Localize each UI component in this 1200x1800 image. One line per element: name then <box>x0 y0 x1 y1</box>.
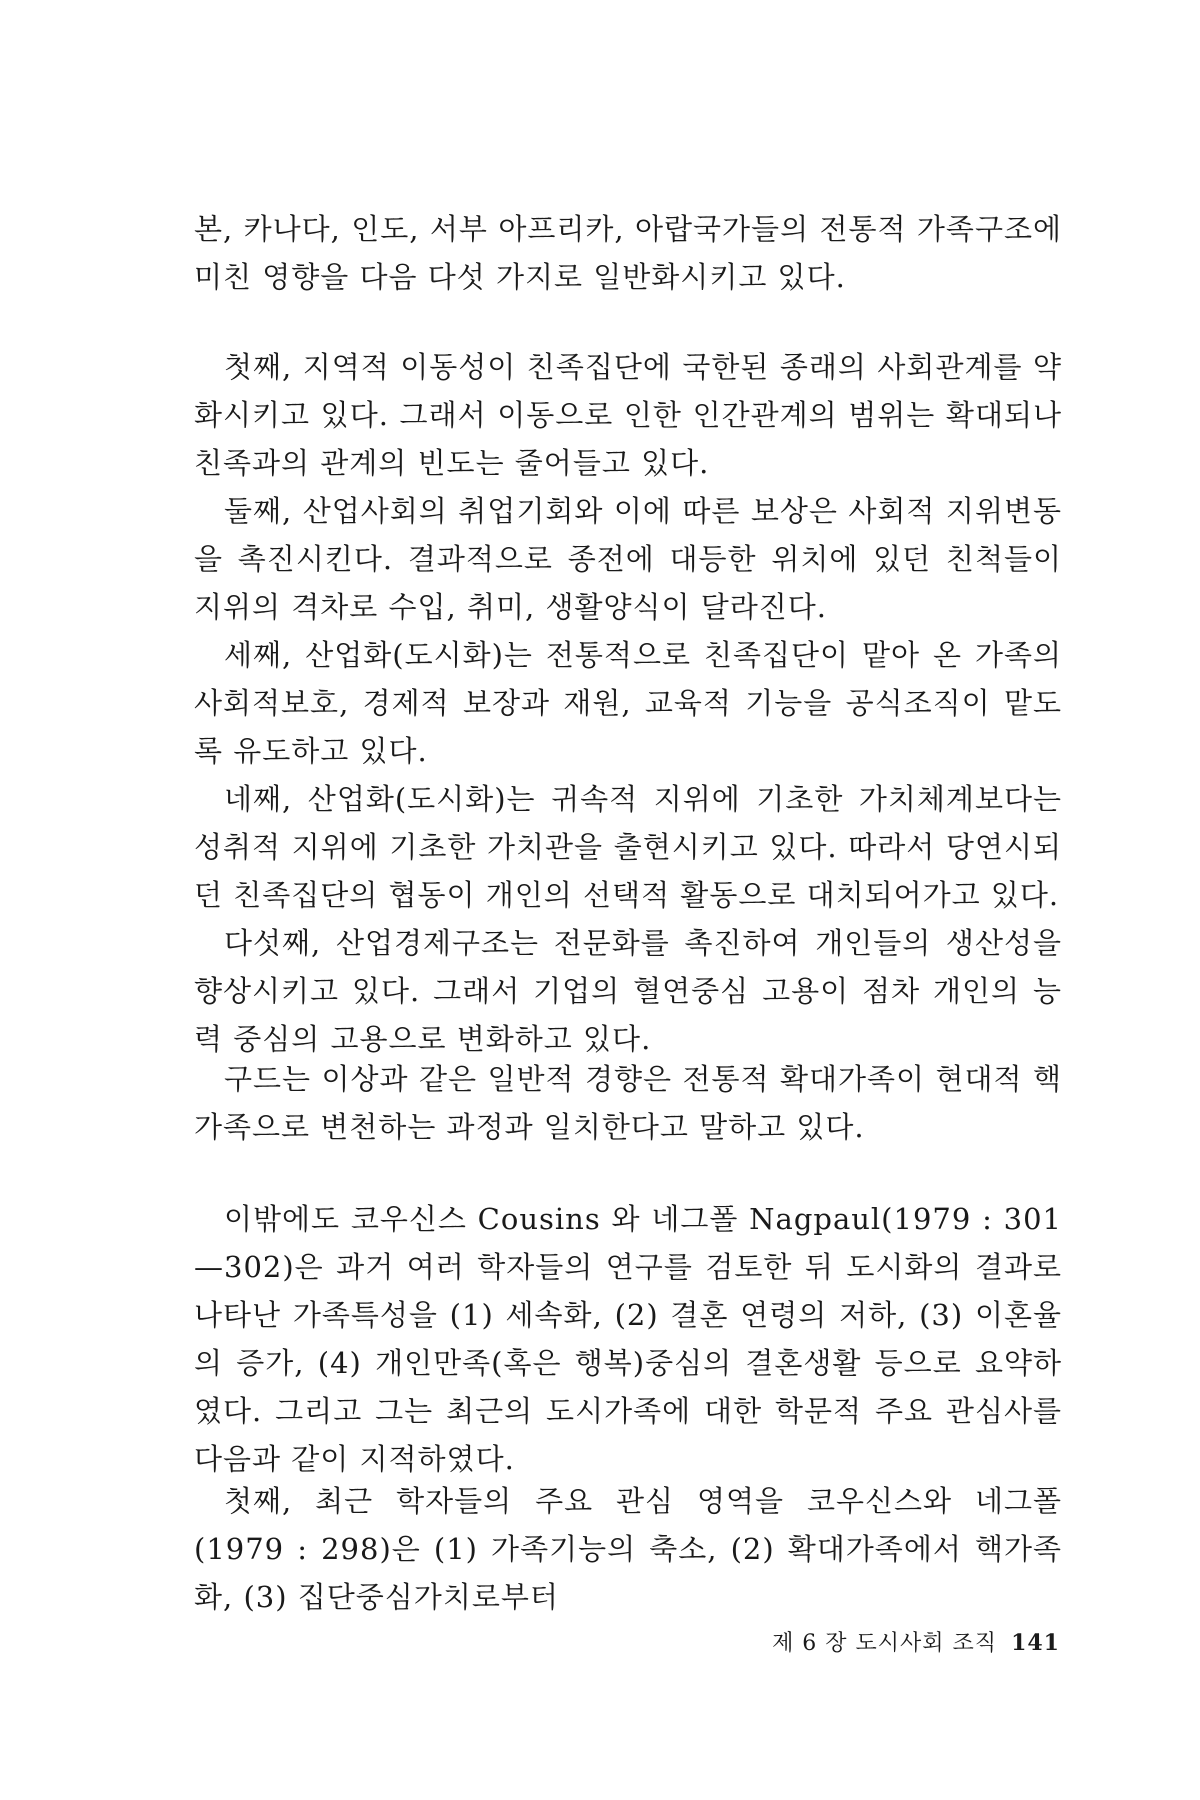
paragraph-goode: 구드는 이상과 같은 일반적 경향은 전통적 확대가족이 현대적 핵가족으로 변천하는 과정과 일치한다고 말하고 있다. <box>194 1062 1062 1144</box>
five-effects-block <box>194 343 1062 1063</box>
paragraph-second: 둘째, 산업사회의 취업기회와 이에 따른 보상은 사회적 지위변동을 촉진시킨다. 결과적으로 종전에 대등한 위치에 있던 친척들이 지위의 격차로 수입, 취미, 생활양식이 달라진다. <box>194 494 1062 624</box>
intro-block <box>194 205 1062 301</box>
chapter-title: 제 6 장 도시사회 조직 <box>772 1631 998 1656</box>
last-block <box>194 1477 1062 1621</box>
goode-block <box>194 1055 1062 1151</box>
cousins-block <box>194 1195 1062 1483</box>
paragraph-first: 첫째, 지역적 이동성이 친족집단에 국한된 종래의 사회관계를 약화시키고 있다. 그래서 이동으로 인한 인간관계의 범위는 확대되나 친족과의 관계의 빈도는 줄어들고 있다. <box>194 350 1062 480</box>
page-footer <box>760 1628 1060 1659</box>
paragraph-last: 첫째, 최근 학자들의 주요 관심 영역을 코우신스와 네그폴(1979 : 298)은 (1) 가족기능의 축소, (2) 확대가족에서 핵가족화, (3) 집단중심가치로부터 <box>194 1484 1062 1614</box>
paragraph-cousins: 이밖에도 코우신스 Cousins 와 네그폴 Nagpaul(1979 : 301—302)은 과거 여러 학자들의 연구를 검토한 뒤 도시화의 결과로 나타난 가족특성을 (1) 세속화, (2) 결혼 연령의 저하, (3) 이혼율의 증가, (4) 개인만족(혹은 행복)중심의 결혼생활 등으로 요약하였다. 그리고 그는 최근의 도시가족에 대한 학문적 주요 관심사를 다음과 같이 지적하였다. <box>194 1202 1062 1476</box>
paragraph-fifth: 다섯째, 산업경제구조는 전문화를 촉진하여 개인들의 생산성을 향상시키고 있다. 그래서 기업의 혈연중심 고용이 점차 개인의 능력 중심의 고용으로 변화하고 있다. <box>194 926 1062 1056</box>
paragraph-intro: 본, 카나다, 인도, 서부 아프리카, 아랍국가들의 전통적 가족구조에 미친 영향을 다음 다섯 가지로 일반화시키고 있다. <box>194 212 1062 294</box>
page-number: 141 <box>1011 1630 1060 1656</box>
paragraph-third: 세째, 산업화(도시화)는 전통적으로 친족집단이 맡아 온 가족의 사회적보호, 경제적 보장과 재원, 교육적 기능을 공식조직이 맡도록 유도하고 있다. <box>194 638 1062 768</box>
paragraph-fourth: 네째, 산업화(도시화)는 귀속적 지위에 기초한 가치체계보다는 성취적 지위에 기초한 가치관을 출현시키고 있다. 따라서 당연시되던 친족집단의 협동이 개인의 선택적 활동으로 대치되어가고 있다. <box>194 782 1062 912</box>
